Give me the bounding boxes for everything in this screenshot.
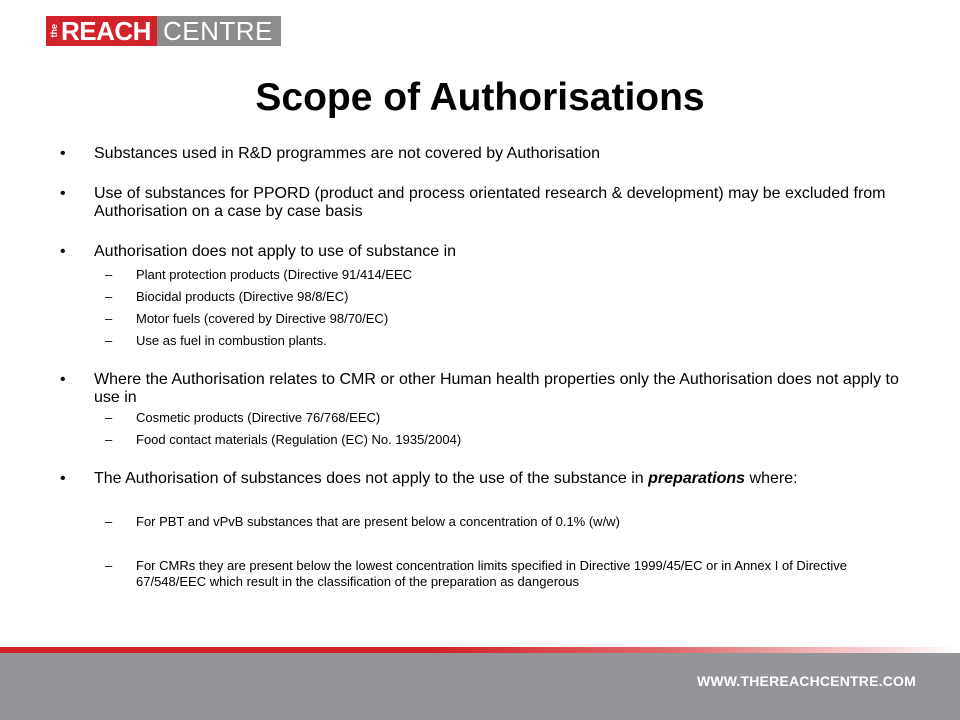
sub-item-pbt-vpvb: – For PBT and vPvB substances that are present below a concentration of 0.1% (w/w) <box>105 514 910 530</box>
logo-the-text: the <box>49 24 59 38</box>
footer-bar <box>0 653 960 720</box>
bullet-cmr-human-health: • Where the Authorisation relates to CMR or other Human health properties only the Authorisation does not apply to use in <box>60 371 910 407</box>
sub-item-food-contact: – Food contact materials (Regulation (EC) No. 1935/2004) <box>105 432 910 448</box>
bullet-preparations-text-end: where: <box>745 470 798 487</box>
sub-item-cosmetic: – Cosmetic products (Directive 76/768/EEC) <box>105 410 910 426</box>
bullet-not-apply-use: • Authorisation does not apply to use of substance in <box>60 243 910 261</box>
bullet-preparations-emphasis: preparations <box>648 470 746 487</box>
bullet-preparations <box>60 470 910 488</box>
sub-item-motor-fuels: – Motor fuels (covered by Directive 98/70/EC) <box>105 311 910 327</box>
logo-grey-block <box>157 16 281 46</box>
logo-centre-text: CENTRE <box>162 16 273 46</box>
reach-centre-logo <box>46 16 281 46</box>
sub-list-preparations <box>105 514 910 590</box>
sub-item-plant-protection: – Plant protection products (Directive 91/414/EEC <box>105 267 910 283</box>
bullet-preparations-text-start: The Authorisation of substances does not apply to the use of the substance in <box>94 470 649 487</box>
sub-list-not-apply-use <box>105 267 910 349</box>
slide-title: Scope of Authorisations <box>255 76 705 119</box>
sub-item-cmr-limits: – For CMRs they are present below the lowest concentration limits specified in Directive 1999/45/EC or in Annex I of Directive 67/548/EEC which result in the classification of the preparation as dangerous <box>105 558 910 590</box>
logo-red-block <box>46 16 157 46</box>
footer-website-url: WWW.THEREACHCENTRE.COM <box>696 673 916 689</box>
bullet-ppord: • Use of substances for PPORD (product and process orientated research & development) may be excluded from Authorisation on a case by case basis <box>60 185 910 221</box>
sub-item-combustion-fuel: – Use as fuel in combustion plants. <box>105 333 910 349</box>
logo-reach-text: REACH <box>61 16 151 46</box>
sub-item-biocidal: – Biocidal products (Directive 98/8/EC) <box>105 289 910 305</box>
bullet-rd-programmes: • Substances used in R&D programmes are not covered by Authorisation <box>60 145 910 163</box>
slide-content <box>60 145 910 590</box>
sub-list-cmr <box>105 410 910 448</box>
